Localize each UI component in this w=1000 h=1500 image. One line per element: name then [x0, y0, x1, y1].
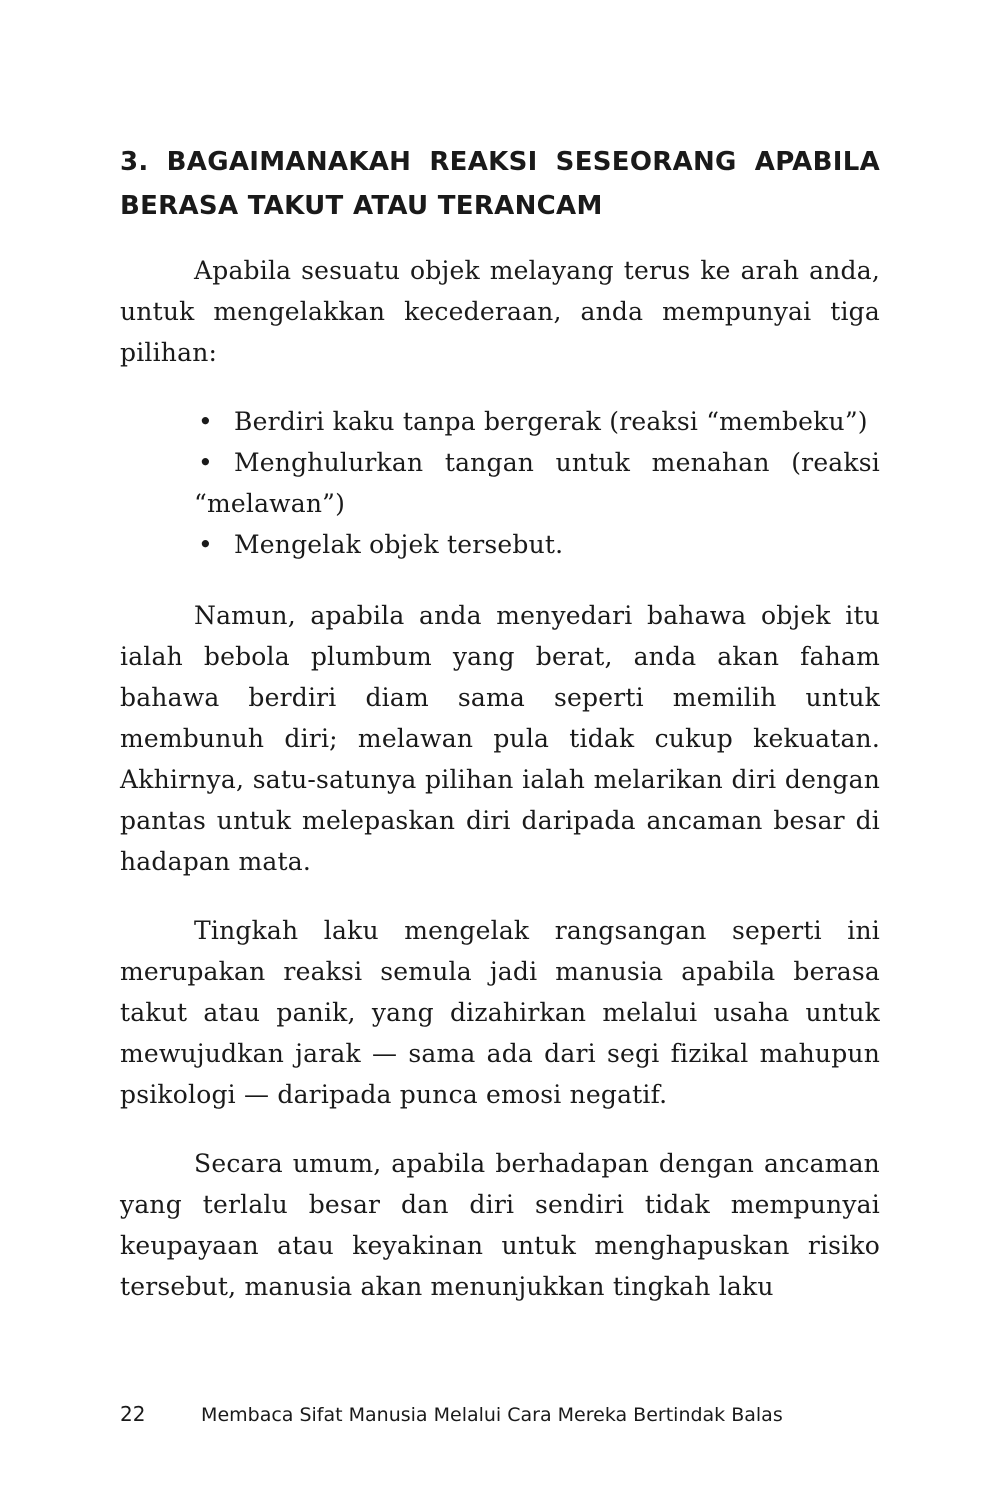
list-item-text: Mengelak objek tersebut. [234, 530, 564, 559]
page-content [120, 140, 880, 1335]
running-title: Membaca Sifat Manusia Melalui Cara Mereka Bertindak Balas [201, 1404, 783, 1426]
bullet-icon: • [198, 448, 213, 477]
list-item [194, 442, 880, 524]
body-paragraph: Tingkah laku mengelak rangsangan seperti ini merupakan reaksi semula jadi manusia apabila berasa takut atau panik, yang dizahirkan melalui usaha untuk mewujudkan jarak — sama ada dari segi fizikal mahupun psikologi — daripada punca emosi negatif. [120, 916, 880, 1109]
page-number: 22 [120, 1402, 146, 1426]
list-item [194, 401, 880, 442]
bullet-icon: • [198, 407, 213, 436]
intro-paragraph: Apabila sesuatu objek melayang terus ke arah anda, untuk mengelakkan kecederaan, anda mempunyai tiga pilihan: [120, 256, 880, 367]
list-item-text: Berdiri kaku tanpa bergerak (reaksi “membeku”) [234, 407, 868, 436]
body-paragraph: Secara umum, apabila berhadapan dengan ancaman yang terlalu besar dan diri sendiri tidak mempunyai keupayaan atau keyakinan untuk menghapuskan risiko tersebut, manusia akan menunjukkan tingkah laku [120, 1149, 880, 1301]
options-list [120, 401, 880, 565]
list-item-text: Menghulurkan tangan untuk menahan (reaksi “melawan”) [194, 448, 880, 518]
section-heading: 3. BAGAIMANAKAH REAKSI SESEORANG APABILA BERASA TAKUT ATAU TERANCAM [120, 147, 880, 221]
bullet-icon: • [198, 530, 213, 559]
list-item [194, 524, 880, 565]
body-paragraph: Namun, apabila anda menyedari bahawa objek itu ialah bebola plumbum yang berat, anda akan faham bahawa berdiri diam sama seperti memilih untuk membunuh diri; melawan pula tidak cukup kekuatan. Akhirnya, satu-satunya pilihan ialah melarikan diri dengan pantas untuk melepaskan diri daripada ancaman besar di hadapan mata. [120, 601, 880, 876]
page-footer [120, 1400, 880, 1429]
